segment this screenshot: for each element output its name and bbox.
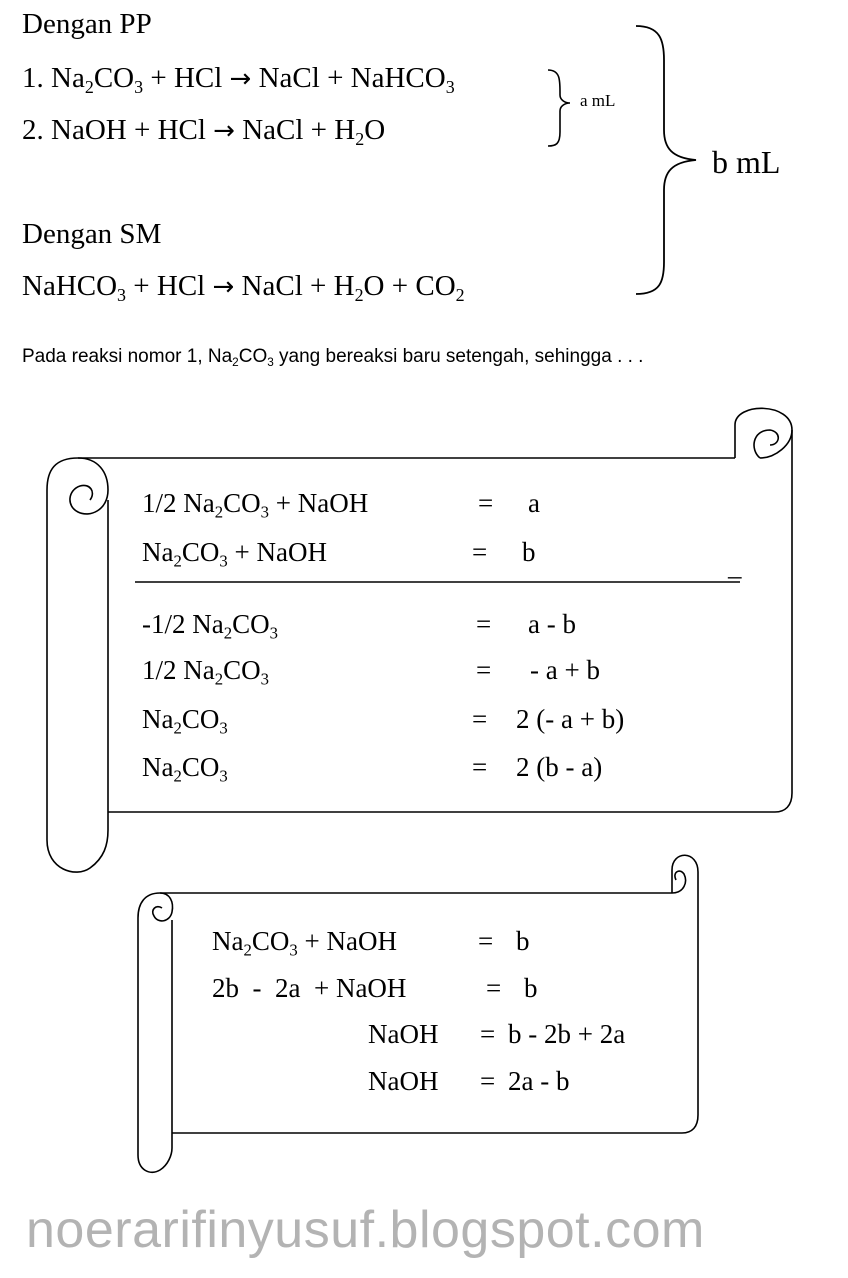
scroll-1-rhs: 2 (b - a)	[516, 752, 603, 782]
reaction-1-p2: NaHCO$_3$	[350, 62, 455, 97]
scroll-2-rhs: b	[524, 973, 538, 1003]
equals-sign: =	[476, 609, 492, 639]
reaction-1-r2: HCl	[173, 62, 223, 94]
equals-sign: =	[478, 926, 494, 956]
reaction-2-p1: NaCl	[242, 114, 304, 146]
arrow-icon: →	[213, 116, 235, 146]
brace-label-a-ml: a mL	[580, 91, 616, 110]
plus-sign: +	[391, 270, 409, 302]
equals-sign: =	[476, 655, 492, 685]
reaction-1	[22, 62, 455, 95]
arrow-icon: →	[212, 272, 235, 302]
plus-sign: +	[133, 114, 151, 146]
reaction-sm	[22, 270, 465, 303]
reaction-sm-r2: HCl	[156, 270, 206, 302]
subtraction-sign: –	[728, 560, 742, 590]
scroll-1-row: $Na_2CO_3$	[142, 704, 228, 738]
scroll-1-frame	[47, 408, 792, 872]
equals-sign: =	[472, 537, 488, 567]
scroll-1-rhs: 2 (- a + b)	[516, 704, 625, 734]
equals-sign: =	[472, 704, 488, 734]
equals-sign: =	[486, 973, 502, 1003]
equals-sign: =	[480, 1019, 496, 1049]
scroll-2-rhs: b	[516, 926, 530, 956]
brace-label-b-ml: b mL	[712, 144, 781, 180]
plus-sign: +	[133, 270, 150, 302]
reaction-1-number: 1.	[22, 62, 44, 94]
reaction-1-p1: NaCl	[258, 62, 320, 94]
explanation-paragraph: Pada reaksi nomor 1, $Na_2CO_3$ yang bereaksi baru setengah, sehingga . . .	[22, 346, 644, 369]
scroll-2-row: NaOH	[368, 1066, 439, 1096]
big-brace	[636, 26, 696, 294]
scroll-1-rhs: a	[528, 488, 540, 518]
equals-sign: =	[478, 488, 494, 518]
scroll-2-frame	[138, 855, 698, 1172]
scroll-1-rhs: b	[522, 537, 536, 567]
plus-sign: +	[310, 270, 327, 302]
scroll-1-rhs: a - b	[528, 609, 576, 639]
equals-sign: =	[472, 752, 488, 782]
plus-sign: +	[310, 114, 328, 146]
reaction-2-p2: $H_2O$	[334, 114, 386, 149]
small-brace	[548, 70, 570, 146]
scroll-1-row: 1/2 $Na_2CO_3$ + NaOH	[142, 488, 369, 522]
reaction-2	[22, 114, 385, 147]
reaction-2-number: 2.	[22, 114, 44, 146]
scroll-1-row: $Na_2CO_3$	[142, 752, 228, 786]
plus-sign: +	[150, 62, 167, 94]
scroll-1-row: -1/2 $Na_2CO_3$	[142, 609, 278, 643]
arrow-icon: →	[229, 64, 252, 94]
reaction-sm-r1: NaHCO$_3$	[22, 270, 127, 305]
heading-sm: Dengan SM	[22, 218, 162, 250]
equals-sign: =	[480, 1066, 496, 1096]
watermark-url: noerarifinyusuf.blogspot.com	[26, 1201, 705, 1259]
scroll-2-row: $Na_2CO_3$ + NaOH	[212, 926, 397, 960]
reaction-2-r2: HCl	[157, 114, 206, 146]
plus-sign: +	[327, 62, 344, 94]
scroll-2-row: 2b - 2a + NaOH	[212, 973, 407, 1003]
reaction-sm-p3: $CO_2$	[415, 270, 465, 305]
reaction-sm-p2: $H_2O$	[333, 270, 385, 305]
scroll-2-rhs: 2a - b	[508, 1066, 570, 1096]
scroll-1-rhs: - a + b	[530, 655, 600, 685]
scroll-1-row: $Na_2CO_3$ + NaOH	[142, 537, 327, 571]
scroll-2-row: NaOH	[368, 1019, 439, 1049]
scroll-2-rhs: b - 2b + 2a	[508, 1019, 626, 1049]
heading-pp: Dengan PP	[22, 8, 152, 40]
reaction-1-r1: $Na_2CO_3$	[51, 62, 144, 97]
scroll-1-row: 1/2 $Na_2CO_3$	[142, 655, 269, 689]
reaction-sm-p1: NaCl	[241, 270, 303, 302]
reaction-2-r1: NaOH	[51, 114, 127, 146]
